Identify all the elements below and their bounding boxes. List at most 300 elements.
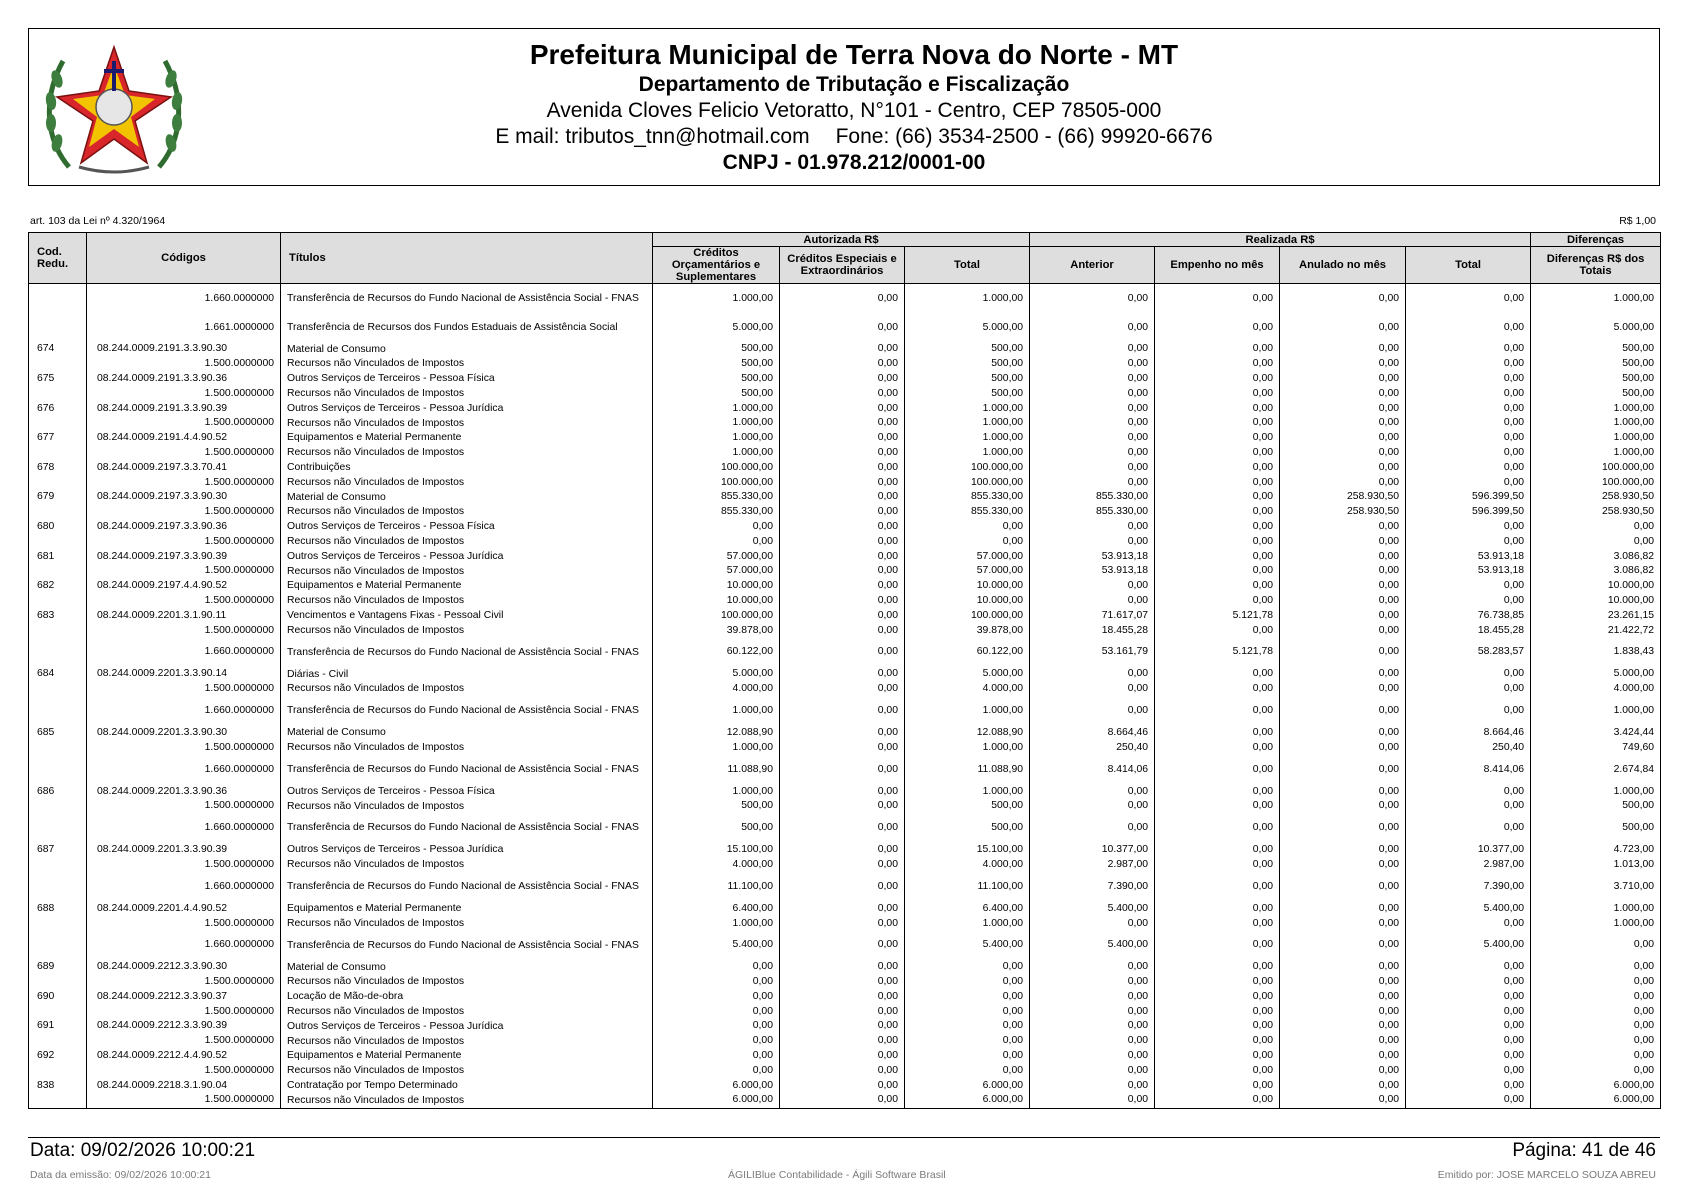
cell-empenho-mes: 0,00 bbox=[1155, 1004, 1280, 1019]
table-row bbox=[29, 431, 1661, 446]
cell-codigo: 08.244.0009.2201.3.3.90.36 bbox=[87, 784, 281, 799]
cell-codigo: 1.660.0000000 bbox=[87, 638, 281, 667]
cell-total-realizada: 0,00 bbox=[1406, 416, 1531, 431]
cell-anulado-mes: 0,00 bbox=[1280, 564, 1406, 579]
cell-empenho-mes: 0,00 bbox=[1155, 784, 1280, 799]
cell-anterior: 71.617,07 bbox=[1030, 608, 1155, 623]
cell-cred-esp: 0,00 bbox=[780, 990, 905, 1005]
cell-codigo: 1.661.0000000 bbox=[87, 313, 281, 342]
cell-cred-orc: 11.088,90 bbox=[653, 755, 780, 784]
table-body bbox=[29, 284, 1661, 1109]
cell-cred-esp: 0,00 bbox=[780, 799, 905, 814]
cell-anterior: 0,00 bbox=[1030, 697, 1155, 726]
cell-total-autorizada: 6.000,00 bbox=[905, 1078, 1030, 1093]
cell-empenho-mes: 0,00 bbox=[1155, 843, 1280, 858]
cell-cred-esp: 0,00 bbox=[780, 284, 905, 314]
cell-diferenca: 3.710,00 bbox=[1531, 872, 1661, 901]
cell-total-realizada: 0,00 bbox=[1406, 313, 1531, 342]
cell-cred-esp: 0,00 bbox=[780, 372, 905, 387]
table-row bbox=[29, 564, 1661, 579]
cell-codigo: 08.244.0009.2197.3.3.90.36 bbox=[87, 520, 281, 535]
cell-total-autorizada: 6.400,00 bbox=[905, 901, 1030, 916]
cell-total-autorizada: 100.000,00 bbox=[905, 460, 1030, 475]
cell-cred-esp: 0,00 bbox=[780, 931, 905, 960]
cell-titulo: Transferência de Recursos do Fundo Nacional de Assistência Social - FNAS bbox=[281, 284, 653, 314]
cell-cod-redu bbox=[29, 1093, 87, 1108]
cell-total-realizada: 0,00 bbox=[1406, 284, 1531, 314]
cell-cod-redu bbox=[29, 682, 87, 697]
cell-codigo: 1.500.0000000 bbox=[87, 564, 281, 579]
cell-diferenca: 500,00 bbox=[1531, 372, 1661, 387]
cell-diferenca: 1.000,00 bbox=[1531, 284, 1661, 314]
cell-cred-orc: 100.000,00 bbox=[653, 475, 780, 490]
cell-titulo: Recursos não Vinculados de Impostos bbox=[281, 1063, 653, 1078]
cell-empenho-mes: 0,00 bbox=[1155, 284, 1280, 314]
cell-cod-redu bbox=[29, 1063, 87, 1078]
cell-codigo: 08.244.0009.2191.3.3.90.39 bbox=[87, 401, 281, 416]
cell-cred-orc: 12.088,90 bbox=[653, 726, 780, 741]
cell-anterior: 53.161,79 bbox=[1030, 638, 1155, 667]
cell-empenho-mes: 0,00 bbox=[1155, 726, 1280, 741]
cell-cred-orc: 1.000,00 bbox=[653, 401, 780, 416]
cell-empenho-mes: 0,00 bbox=[1155, 1034, 1280, 1049]
cell-cred-esp: 0,00 bbox=[780, 357, 905, 372]
cell-total-autorizada: 5.000,00 bbox=[905, 313, 1030, 342]
cell-diferenca: 1.000,00 bbox=[1531, 401, 1661, 416]
cell-cred-esp: 0,00 bbox=[780, 520, 905, 535]
cell-empenho-mes: 0,00 bbox=[1155, 372, 1280, 387]
cell-titulo: Material de Consumo bbox=[281, 726, 653, 741]
cell-total-autorizada: 1.000,00 bbox=[905, 284, 1030, 314]
cell-cred-orc: 500,00 bbox=[653, 372, 780, 387]
cell-total-realizada: 5.400,00 bbox=[1406, 931, 1531, 960]
cell-diferenca: 1.000,00 bbox=[1531, 446, 1661, 461]
cell-anulado-mes: 0,00 bbox=[1280, 843, 1406, 858]
cell-anulado-mes: 0,00 bbox=[1280, 313, 1406, 342]
cell-cod-redu bbox=[29, 505, 87, 520]
cell-diferenca: 10.000,00 bbox=[1531, 594, 1661, 609]
cell-titulo: Recursos não Vinculados de Impostos bbox=[281, 916, 653, 931]
cell-codigo: 1.500.0000000 bbox=[87, 1004, 281, 1019]
table-row bbox=[29, 284, 1661, 314]
cell-total-realizada: 0,00 bbox=[1406, 1004, 1531, 1019]
cell-titulo: Contratação por Tempo Determinado bbox=[281, 1078, 653, 1093]
cell-total-realizada: 58.283,57 bbox=[1406, 638, 1531, 667]
cell-diferenca: 500,00 bbox=[1531, 814, 1661, 843]
cell-anulado-mes: 0,00 bbox=[1280, 799, 1406, 814]
cell-codigo: 1.660.0000000 bbox=[87, 931, 281, 960]
cell-empenho-mes: 0,00 bbox=[1155, 534, 1280, 549]
cell-total-autorizada: 500,00 bbox=[905, 357, 1030, 372]
phone: Fone: (66) 3534-2500 - (66) 99920-6676 bbox=[835, 125, 1213, 148]
cell-cod-redu bbox=[29, 814, 87, 843]
table-row bbox=[29, 799, 1661, 814]
report-header bbox=[28, 28, 1660, 186]
cell-total-realizada: 0,00 bbox=[1406, 372, 1531, 387]
cell-cod-redu: 691 bbox=[29, 1019, 87, 1034]
cell-cod-redu: 688 bbox=[29, 901, 87, 916]
cell-diferenca: 500,00 bbox=[1531, 799, 1661, 814]
cell-anterior: 0,00 bbox=[1030, 446, 1155, 461]
cell-diferenca: 1.000,00 bbox=[1531, 416, 1661, 431]
cell-anulado-mes: 0,00 bbox=[1280, 446, 1406, 461]
cell-cred-orc: 57.000,00 bbox=[653, 549, 780, 564]
cell-anulado-mes: 0,00 bbox=[1280, 975, 1406, 990]
cell-codigo: 08.244.0009.2212.3.3.90.37 bbox=[87, 990, 281, 1005]
cell-anterior: 5.400,00 bbox=[1030, 901, 1155, 916]
cell-titulo: Outros Serviços de Terceiros - Pessoa Física bbox=[281, 372, 653, 387]
cell-cred-orc: 15.100,00 bbox=[653, 843, 780, 858]
col-total-autorizada: Total bbox=[905, 247, 1030, 284]
cell-cod-redu bbox=[29, 872, 87, 901]
cell-cred-orc: 500,00 bbox=[653, 386, 780, 401]
cell-cod-redu bbox=[29, 858, 87, 873]
cell-titulo: Recursos não Vinculados de Impostos bbox=[281, 1034, 653, 1049]
cell-diferenca: 258.930,50 bbox=[1531, 505, 1661, 520]
cell-diferenca: 5.000,00 bbox=[1531, 667, 1661, 682]
table-row bbox=[29, 1093, 1661, 1108]
cell-cred-esp: 0,00 bbox=[780, 843, 905, 858]
group-autorizada: Autorizada R$ bbox=[653, 233, 1030, 247]
cell-diferenca: 100.000,00 bbox=[1531, 475, 1661, 490]
cell-codigo: 08.244.0009.2201.4.4.90.52 bbox=[87, 901, 281, 916]
cell-empenho-mes: 0,00 bbox=[1155, 1063, 1280, 1078]
cell-empenho-mes: 0,00 bbox=[1155, 579, 1280, 594]
cell-cred-orc: 57.000,00 bbox=[653, 564, 780, 579]
cell-codigo: 1.660.0000000 bbox=[87, 755, 281, 784]
cell-anterior: 0,00 bbox=[1030, 1078, 1155, 1093]
cell-cod-redu bbox=[29, 740, 87, 755]
cell-cred-orc: 0,00 bbox=[653, 1004, 780, 1019]
cell-total-realizada: 0,00 bbox=[1406, 342, 1531, 357]
cell-diferenca: 1.838,43 bbox=[1531, 638, 1661, 667]
cell-titulo: Equipamentos e Material Permanente bbox=[281, 901, 653, 916]
cell-cod-redu bbox=[29, 623, 87, 638]
cell-diferenca: 500,00 bbox=[1531, 342, 1661, 357]
cell-diferenca: 0,00 bbox=[1531, 1019, 1661, 1034]
cell-anulado-mes: 0,00 bbox=[1280, 814, 1406, 843]
table-row bbox=[29, 814, 1661, 843]
col-empenho-mes: Empenho no mês bbox=[1155, 247, 1280, 284]
cell-total-autorizada: 1.000,00 bbox=[905, 446, 1030, 461]
cell-anulado-mes: 0,00 bbox=[1280, 475, 1406, 490]
cell-cod-redu bbox=[29, 931, 87, 960]
cell-total-autorizada: 57.000,00 bbox=[905, 549, 1030, 564]
cell-cred-esp: 0,00 bbox=[780, 740, 905, 755]
cell-diferenca: 0,00 bbox=[1531, 990, 1661, 1005]
cell-cod-redu: 676 bbox=[29, 401, 87, 416]
cell-anulado-mes: 0,00 bbox=[1280, 726, 1406, 741]
cell-empenho-mes: 0,00 bbox=[1155, 667, 1280, 682]
cell-anterior: 0,00 bbox=[1030, 799, 1155, 814]
cell-total-realizada: 0,00 bbox=[1406, 431, 1531, 446]
cell-total-realizada: 0,00 bbox=[1406, 401, 1531, 416]
cell-anterior: 855.330,00 bbox=[1030, 505, 1155, 520]
table-row bbox=[29, 460, 1661, 475]
cell-cod-redu bbox=[29, 1004, 87, 1019]
cell-empenho-mes: 0,00 bbox=[1155, 916, 1280, 931]
cell-anulado-mes: 0,00 bbox=[1280, 416, 1406, 431]
cell-cred-esp: 0,00 bbox=[780, 755, 905, 784]
cell-cred-orc: 500,00 bbox=[653, 342, 780, 357]
table-row bbox=[29, 667, 1661, 682]
table-row bbox=[29, 401, 1661, 416]
table-row bbox=[29, 901, 1661, 916]
col-cod-redu: Cod. Redu. bbox=[29, 233, 87, 284]
cell-diferenca: 0,00 bbox=[1531, 960, 1661, 975]
cell-codigo: 08.244.0009.2212.3.3.90.39 bbox=[87, 1019, 281, 1034]
cell-anulado-mes: 0,00 bbox=[1280, 740, 1406, 755]
cell-anulado-mes: 0,00 bbox=[1280, 623, 1406, 638]
cell-total-realizada: 2.987,00 bbox=[1406, 858, 1531, 873]
cell-cred-orc: 500,00 bbox=[653, 814, 780, 843]
cell-anterior: 18.455,28 bbox=[1030, 623, 1155, 638]
cell-total-realizada: 0,00 bbox=[1406, 579, 1531, 594]
cell-total-realizada: 0,00 bbox=[1406, 1063, 1531, 1078]
cell-empenho-mes: 0,00 bbox=[1155, 431, 1280, 446]
cell-diferenca: 10.000,00 bbox=[1531, 579, 1661, 594]
cell-anterior: 0,00 bbox=[1030, 475, 1155, 490]
cell-cred-esp: 0,00 bbox=[780, 697, 905, 726]
cell-anterior: 0,00 bbox=[1030, 1034, 1155, 1049]
table-row bbox=[29, 623, 1661, 638]
cell-diferenca: 0,00 bbox=[1531, 975, 1661, 990]
cell-anulado-mes: 0,00 bbox=[1280, 667, 1406, 682]
cell-anterior: 855.330,00 bbox=[1030, 490, 1155, 505]
cell-total-autorizada: 5.000,00 bbox=[905, 667, 1030, 682]
cell-cred-orc: 6.400,00 bbox=[653, 901, 780, 916]
table-row bbox=[29, 755, 1661, 784]
cell-titulo: Recursos não Vinculados de Impostos bbox=[281, 594, 653, 609]
cell-diferenca: 1.000,00 bbox=[1531, 901, 1661, 916]
cell-cred-esp: 0,00 bbox=[780, 313, 905, 342]
cell-titulo: Transferência de Recursos do Fundo Nacional de Assistência Social - FNAS bbox=[281, 814, 653, 843]
cell-empenho-mes: 5.121,78 bbox=[1155, 638, 1280, 667]
cell-anterior: 250,40 bbox=[1030, 740, 1155, 755]
cell-cod-redu bbox=[29, 916, 87, 931]
cell-titulo: Outros Serviços de Terceiros - Pessoa Jurídica bbox=[281, 549, 653, 564]
cell-cred-orc: 6.000,00 bbox=[653, 1078, 780, 1093]
cell-total-autorizada: 12.088,90 bbox=[905, 726, 1030, 741]
cell-anulado-mes: 0,00 bbox=[1280, 608, 1406, 623]
cell-total-autorizada: 57.000,00 bbox=[905, 564, 1030, 579]
cell-cod-redu bbox=[29, 638, 87, 667]
cell-anulado-mes: 0,00 bbox=[1280, 284, 1406, 314]
table-header bbox=[29, 233, 1661, 284]
cell-total-realizada: 0,00 bbox=[1406, 697, 1531, 726]
table-row bbox=[29, 520, 1661, 535]
cell-anulado-mes: 0,00 bbox=[1280, 682, 1406, 697]
cell-total-realizada: 596.399,50 bbox=[1406, 490, 1531, 505]
cell-cred-esp: 0,00 bbox=[780, 1078, 905, 1093]
cell-total-realizada: 0,00 bbox=[1406, 460, 1531, 475]
footer-divider bbox=[28, 1137, 1660, 1138]
cell-empenho-mes: 0,00 bbox=[1155, 490, 1280, 505]
cell-codigo: 1.500.0000000 bbox=[87, 505, 281, 520]
cell-anterior: 0,00 bbox=[1030, 916, 1155, 931]
cell-cred-orc: 1.000,00 bbox=[653, 416, 780, 431]
cell-cred-esp: 0,00 bbox=[780, 623, 905, 638]
cell-cred-orc: 855.330,00 bbox=[653, 490, 780, 505]
cell-diferenca: 0,00 bbox=[1531, 1063, 1661, 1078]
cell-cred-orc: 11.100,00 bbox=[653, 872, 780, 901]
cell-titulo: Equipamentos e Material Permanente bbox=[281, 579, 653, 594]
cell-cod-redu: 683 bbox=[29, 608, 87, 623]
cell-total-realizada: 0,00 bbox=[1406, 594, 1531, 609]
cell-anulado-mes: 0,00 bbox=[1280, 1034, 1406, 1049]
address: Avenida Cloves Felicio Vetoratto, N°101 - Centro, CEP 78505-000 bbox=[546, 99, 1162, 122]
cell-titulo: Transferência de Recursos do Fundo Nacional de Assistência Social - FNAS bbox=[281, 931, 653, 960]
cell-codigo: 08.244.0009.2218.3.1.90.04 bbox=[87, 1078, 281, 1093]
cell-anulado-mes: 0,00 bbox=[1280, 1004, 1406, 1019]
cell-total-autorizada: 1.000,00 bbox=[905, 431, 1030, 446]
cell-codigo: 1.500.0000000 bbox=[87, 357, 281, 372]
cell-total-realizada: 250,40 bbox=[1406, 740, 1531, 755]
cell-titulo: Vencimentos e Vantagens Fixas - Pessoal Civil bbox=[281, 608, 653, 623]
cell-total-realizada: 0,00 bbox=[1406, 814, 1531, 843]
table-row bbox=[29, 549, 1661, 564]
cell-anulado-mes: 0,00 bbox=[1280, 386, 1406, 401]
cell-cred-orc: 1.000,00 bbox=[653, 446, 780, 461]
cell-total-realizada: 10.377,00 bbox=[1406, 843, 1531, 858]
cell-codigo: 1.500.0000000 bbox=[87, 534, 281, 549]
department-name: Departamento de Tributação e Fiscalização bbox=[638, 73, 1070, 96]
cell-anulado-mes: 0,00 bbox=[1280, 401, 1406, 416]
cell-anulado-mes: 0,00 bbox=[1280, 534, 1406, 549]
cell-diferenca: 6.000,00 bbox=[1531, 1078, 1661, 1093]
cell-codigo: 08.244.0009.2212.4.4.90.52 bbox=[87, 1049, 281, 1064]
col-creditos-orcamentarios: Créditos Orçamentários e Suplementares bbox=[653, 247, 780, 284]
table-row bbox=[29, 386, 1661, 401]
cell-diferenca: 1.013,00 bbox=[1531, 858, 1661, 873]
cell-diferenca: 2.674,84 bbox=[1531, 755, 1661, 784]
cell-anterior: 0,00 bbox=[1030, 594, 1155, 609]
cell-diferenca: 1.000,00 bbox=[1531, 697, 1661, 726]
cell-diferenca: 258.930,50 bbox=[1531, 490, 1661, 505]
cell-titulo: Transferência de Recursos do Fundo Nacional de Assistência Social - FNAS bbox=[281, 755, 653, 784]
cell-cred-esp: 0,00 bbox=[780, 534, 905, 549]
cell-cred-orc: 10.000,00 bbox=[653, 579, 780, 594]
cell-diferenca: 5.000,00 bbox=[1531, 313, 1661, 342]
cell-cred-orc: 1.000,00 bbox=[653, 740, 780, 755]
cell-cod-redu bbox=[29, 386, 87, 401]
cell-empenho-mes: 0,00 bbox=[1155, 960, 1280, 975]
cell-total-autorizada: 100.000,00 bbox=[905, 608, 1030, 623]
cell-total-realizada: 8.664,46 bbox=[1406, 726, 1531, 741]
cell-empenho-mes: 0,00 bbox=[1155, 313, 1280, 342]
table-row bbox=[29, 872, 1661, 901]
cell-anulado-mes: 0,00 bbox=[1280, 594, 1406, 609]
cell-diferenca: 1.000,00 bbox=[1531, 431, 1661, 446]
cell-cred-esp: 0,00 bbox=[780, 1034, 905, 1049]
cell-empenho-mes: 0,00 bbox=[1155, 975, 1280, 990]
cell-cred-esp: 0,00 bbox=[780, 916, 905, 931]
col-titulos: Títulos bbox=[281, 233, 653, 284]
cell-titulo: Recursos não Vinculados de Impostos bbox=[281, 975, 653, 990]
table-row bbox=[29, 1063, 1661, 1078]
cell-total-autorizada: 1.000,00 bbox=[905, 916, 1030, 931]
cell-codigo: 08.244.0009.2197.3.3.70.41 bbox=[87, 460, 281, 475]
cell-codigo: 08.244.0009.2201.3.1.90.11 bbox=[87, 608, 281, 623]
cell-cod-redu bbox=[29, 1034, 87, 1049]
table-row bbox=[29, 534, 1661, 549]
table-row bbox=[29, 357, 1661, 372]
emission-date: Data da emissão: 09/02/2026 10:00:21 bbox=[30, 1169, 211, 1181]
cell-cred-orc: 500,00 bbox=[653, 357, 780, 372]
cell-titulo: Equipamentos e Material Permanente bbox=[281, 1049, 653, 1064]
cell-titulo: Transferência de Recursos do Fundo Nacional de Assistência Social - FNAS bbox=[281, 872, 653, 901]
cell-anulado-mes: 0,00 bbox=[1280, 549, 1406, 564]
cell-anulado-mes: 0,00 bbox=[1280, 1078, 1406, 1093]
cell-anulado-mes: 0,00 bbox=[1280, 460, 1406, 475]
cell-cod-redu: 679 bbox=[29, 490, 87, 505]
cell-cod-redu bbox=[29, 697, 87, 726]
cell-titulo: Recursos não Vinculados de Impostos bbox=[281, 386, 653, 401]
currency-unit: R$ 1,00 bbox=[1619, 215, 1656, 227]
cell-empenho-mes: 5.121,78 bbox=[1155, 608, 1280, 623]
cell-titulo: Transferência de Recursos do Fundo Nacional de Assistência Social - FNAS bbox=[281, 697, 653, 726]
cell-total-realizada: 0,00 bbox=[1406, 960, 1531, 975]
cell-cred-orc: 100.000,00 bbox=[653, 460, 780, 475]
cell-empenho-mes: 0,00 bbox=[1155, 505, 1280, 520]
cell-codigo: 1.500.0000000 bbox=[87, 416, 281, 431]
cell-codigo: 08.244.0009.2201.3.3.90.39 bbox=[87, 843, 281, 858]
cell-cod-redu bbox=[29, 594, 87, 609]
cell-titulo: Outros Serviços de Terceiros - Pessoa Jurídica bbox=[281, 1019, 653, 1034]
cell-cred-orc: 0,00 bbox=[653, 990, 780, 1005]
cell-anulado-mes: 0,00 bbox=[1280, 755, 1406, 784]
cell-titulo: Transferência de Recursos do Fundo Nacional de Assistência Social - FNAS bbox=[281, 638, 653, 667]
cell-titulo: Recursos não Vinculados de Impostos bbox=[281, 505, 653, 520]
cell-cred-orc: 4.000,00 bbox=[653, 682, 780, 697]
table-row bbox=[29, 916, 1661, 931]
cell-total-realizada: 0,00 bbox=[1406, 520, 1531, 535]
cell-anulado-mes: 0,00 bbox=[1280, 990, 1406, 1005]
cell-total-realizada: 0,00 bbox=[1406, 916, 1531, 931]
cell-total-realizada: 596.399,50 bbox=[1406, 505, 1531, 520]
cell-diferenca: 1.000,00 bbox=[1531, 916, 1661, 931]
cell-cred-orc: 100.000,00 bbox=[653, 608, 780, 623]
cell-total-autorizada: 500,00 bbox=[905, 386, 1030, 401]
table-row bbox=[29, 726, 1661, 741]
cell-titulo: Recursos não Vinculados de Impostos bbox=[281, 357, 653, 372]
cell-cred-esp: 0,00 bbox=[780, 608, 905, 623]
cell-anterior: 0,00 bbox=[1030, 534, 1155, 549]
cell-titulo: Transferência de Recursos dos Fundos Estaduais de Assistência Social bbox=[281, 313, 653, 342]
cell-codigo: 1.500.0000000 bbox=[87, 475, 281, 490]
cell-anulado-mes: 0,00 bbox=[1280, 901, 1406, 916]
table-row bbox=[29, 372, 1661, 387]
footer-date: Data: 09/02/2026 10:00:21 bbox=[30, 1140, 256, 1161]
cell-total-autorizada: 10.000,00 bbox=[905, 579, 1030, 594]
cell-total-realizada: 0,00 bbox=[1406, 446, 1531, 461]
cell-empenho-mes: 0,00 bbox=[1155, 931, 1280, 960]
cell-total-realizada: 0,00 bbox=[1406, 682, 1531, 697]
cell-anterior: 0,00 bbox=[1030, 667, 1155, 682]
cell-anulado-mes: 0,00 bbox=[1280, 638, 1406, 667]
cell-titulo: Outros Serviços de Terceiros - Pessoa Jurídica bbox=[281, 843, 653, 858]
cell-total-realizada: 5.400,00 bbox=[1406, 901, 1531, 916]
cell-cod-redu: 689 bbox=[29, 960, 87, 975]
prefeitura-title: Prefeitura Municipal de Terra Nova do Norte - MT bbox=[529, 39, 1179, 70]
cell-titulo: Material de Consumo bbox=[281, 342, 653, 357]
table-row bbox=[29, 858, 1661, 873]
cell-anulado-mes: 258.930,50 bbox=[1280, 490, 1406, 505]
cell-titulo: Recursos não Vinculados de Impostos bbox=[281, 1004, 653, 1019]
cell-cred-esp: 0,00 bbox=[780, 505, 905, 520]
cell-total-autorizada: 60.122,00 bbox=[905, 638, 1030, 667]
cell-cred-esp: 0,00 bbox=[780, 784, 905, 799]
